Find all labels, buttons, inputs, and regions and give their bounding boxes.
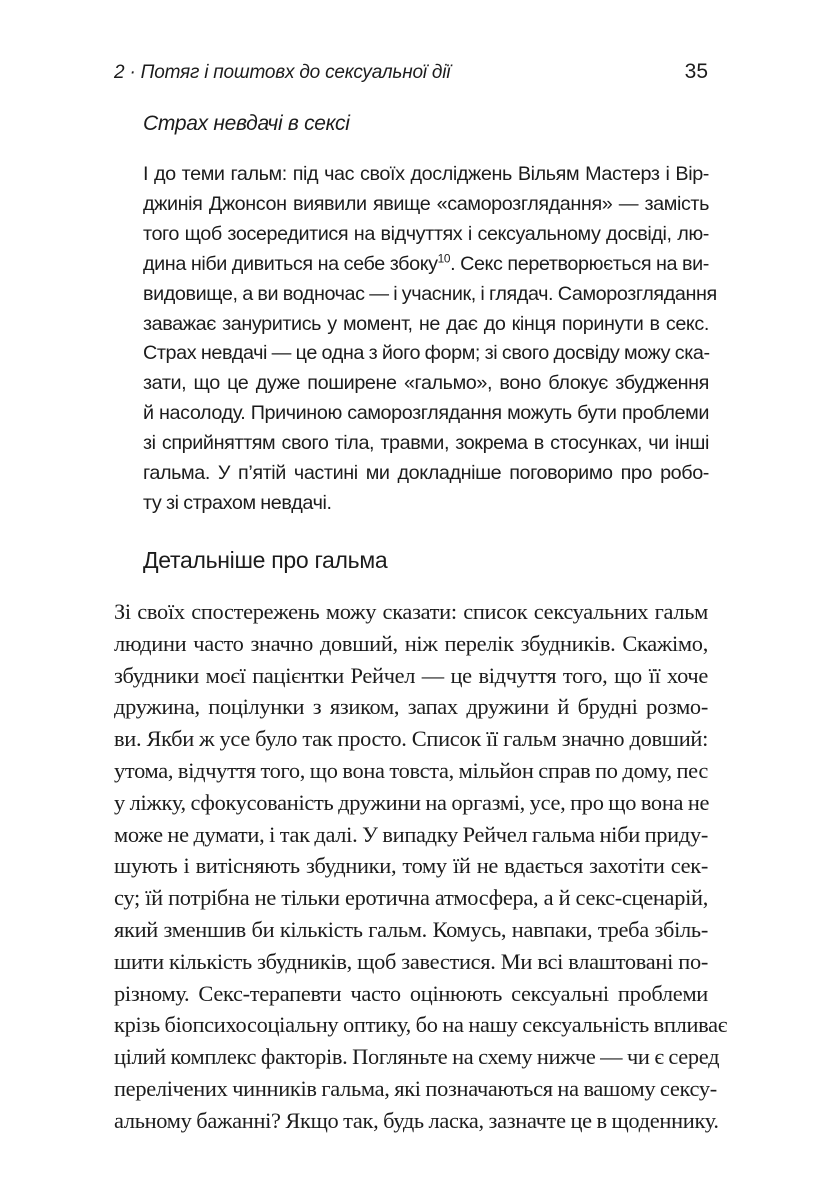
paragraph-line: перелічених чинників гальма, які позначаються на вашому сексу-	[114, 1075, 717, 1101]
paragraph-line: гальма. У п’ятій частині ми докладніше поговоримо про робо-	[143, 462, 709, 485]
paragraph-line: шують і витісняють збудники, тому їй не вдається захотіти сек-	[114, 853, 708, 879]
paragraph-line: Страх невдачі — це одна з його форм; зі свого досвіду можу ска-	[143, 342, 710, 365]
line-text: дина ніби дивиться на себе збоку	[143, 252, 438, 275]
paragraph-line: альному бажанні? Якщо так, будь ласка, зазначте це в щоденнику.	[114, 1107, 719, 1133]
paragraph-line: дружина, поцілунки з язиком, запах дружини й брудні розмо-	[114, 694, 708, 720]
paragraph-line: який зменшив би кількість гальм. Комусь, навпаки, треба збіль-	[114, 916, 708, 942]
paragraph-line: того щоб зосередитися на відчуттях і сексуальному досвіді, лю-	[143, 222, 709, 245]
paragraph-line: І до теми гальм: під час своїх досліджень Вільям Мастерз і Вір-	[143, 163, 709, 185]
section-heading: Детальніше про гальма	[143, 547, 388, 573]
page-number: 35	[684, 60, 708, 83]
paragraph-line: джинія Джонсон виявили явище «саморозглядання» — замість	[143, 192, 709, 215]
paragraph-line: видовище, а ви водночас — і учасник, і глядач. Саморозглядання	[143, 282, 717, 305]
subsection-heading: Страх невдачі в сексі	[143, 112, 350, 135]
paragraph-line: шити кількість збудників, щоб завестися. Ми всі влаштовані по-	[114, 948, 708, 974]
running-header	[114, 58, 708, 90]
paragraph-line: Зі своїх спостережень можу сказати: список сексуальних гальм	[114, 599, 708, 624]
paragraph-line: у ліжку, сфокусованість дружини на оргазмі, усе, про що вона не	[114, 789, 710, 815]
line-text: . Секс перетворюється на ви-	[450, 252, 709, 275]
paragraph-line: ту зі страхом невдачі.	[143, 491, 332, 514]
paragraph-line: крізь біопсихосоціальну оптику, бо на нашу сексуальність впливає	[114, 1012, 728, 1038]
paragraph-line: людини часто значно довший, ніж перелік збудників. Скажімо,	[114, 630, 708, 656]
paragraph-line: зати, що це дуже поширене «гальмо», воно блокує збудження	[143, 372, 709, 395]
paragraph-line: цілий комплекс факторів. Погляньте на схему нижче — чи є серед	[114, 1044, 720, 1070]
paragraph-line-with-footnote	[143, 250, 709, 280]
running-title: 2 · Потяг і поштовх до сексуальної дії	[114, 62, 451, 83]
fear-of-failure-paragraph	[143, 160, 717, 519]
paragraph-line: збудники моєї пацієнтки Рейчел — це відчуття того, що її хоче	[114, 662, 708, 688]
paragraph-line: може не думати, і так далі. У випадку Рейчел гальма ніби приду-	[114, 821, 708, 847]
brakes-paragraph	[114, 596, 728, 1137]
footnote-marker[interactable]: 10	[437, 251, 451, 266]
paragraph-line: зі сприйняттям свого тіла, травми, зокрема в стосунках, чи інші	[143, 432, 709, 455]
paragraph-line: су; їй потрібна не тільки еротична атмосфера, а й секс-сценарій,	[114, 885, 708, 911]
paragraph-line: й насолоду. Причиною саморозглядання можуть бути проблеми	[143, 402, 709, 425]
paragraph-line: утома, відчуття того, що вона товста, мільйон справ по дому, пес	[114, 757, 708, 783]
paragraph-line: ви. Якби ж усе було так просто. Список її гальм значно довший:	[114, 726, 708, 752]
paragraph-line: заважає зануритись у момент, не дає до кінця поринути в секс.	[143, 312, 709, 335]
paragraph-line: різному. Секс-терапевти часто оцінюють сексуальні проблеми	[114, 980, 708, 1006]
